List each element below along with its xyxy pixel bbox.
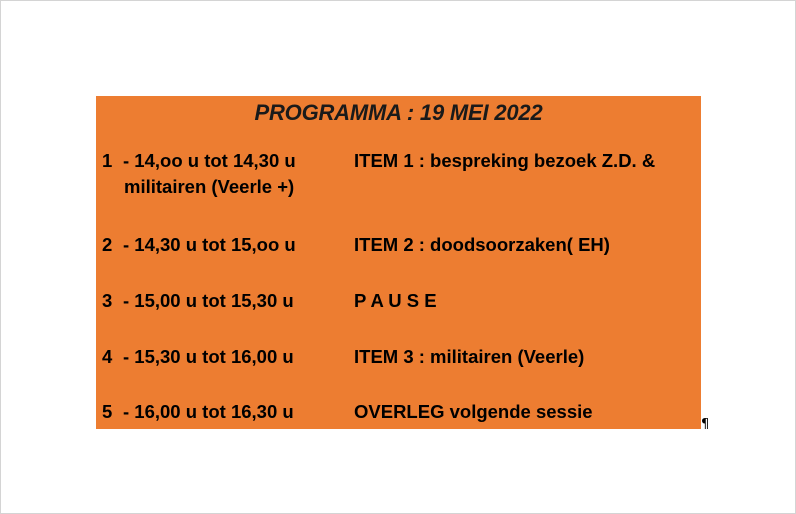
item-description: P A U S E: [354, 290, 437, 311]
item-time: - 16,00 u tot 16,30 u: [123, 401, 294, 422]
item-description: OVERLEG volgende sessie: [354, 401, 593, 422]
item-number: 5: [102, 401, 113, 422]
program-title: PROGRAMMA : 19 MEI 2022: [254, 100, 543, 125]
item-number: 1: [102, 150, 113, 171]
item-number: 3: [102, 290, 113, 311]
program-box: [96, 96, 701, 429]
item-time: - 15,30 u tot 16,00 u: [123, 346, 294, 367]
item-description: ITEM 3 : militairen (Veerle): [354, 346, 585, 367]
item-time: - 14,oo u tot 14,30 u: [123, 150, 296, 171]
item-time: - 14,30 u tot 15,oo u: [123, 234, 296, 255]
item-number: 2: [102, 234, 113, 255]
item-description: ITEM 1 : bespreking bezoek Z.D. &: [354, 150, 656, 171]
item-description: ITEM 2 : doodsoorzaken( EH): [354, 234, 610, 255]
item-time: - 15,00 u tot 15,30 u: [123, 290, 294, 311]
item-number: 4: [102, 346, 113, 367]
paragraph-mark: ¶: [701, 417, 710, 432]
item-description-continuation: militairen (Veerle +): [124, 176, 295, 197]
